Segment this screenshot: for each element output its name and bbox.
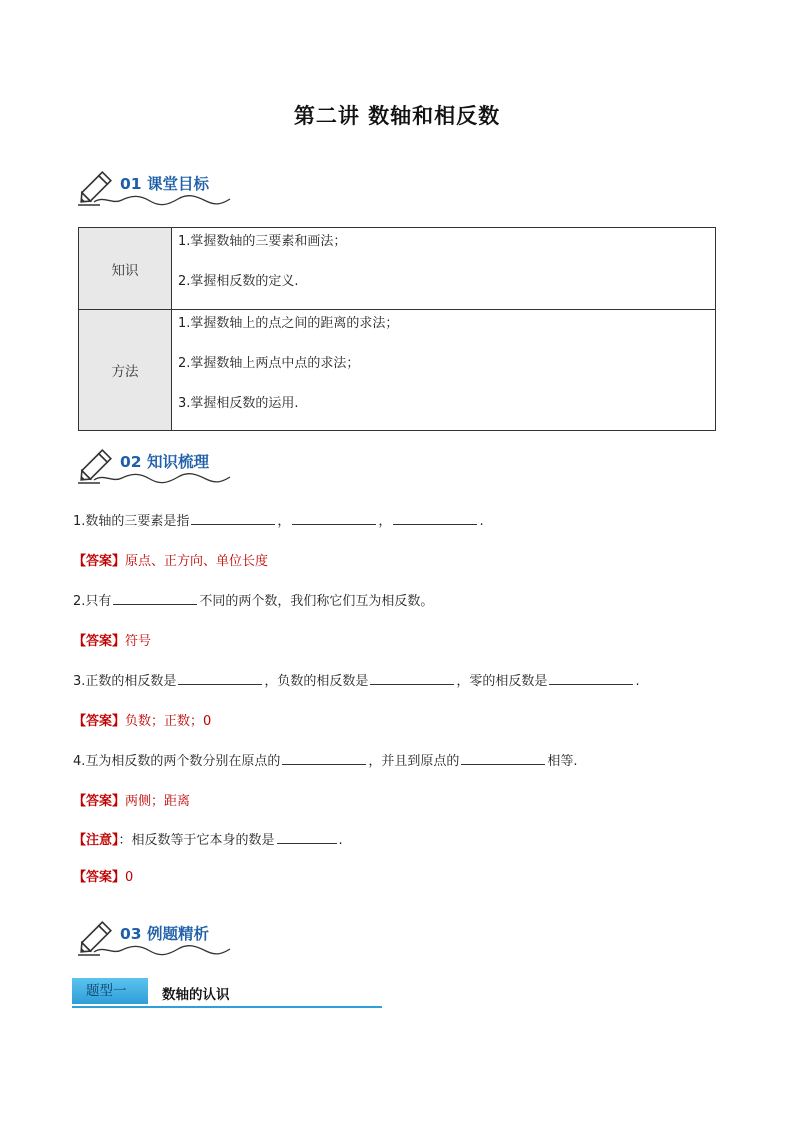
note: 【注意】：相反数等于它本身的数是 . [73,833,343,848]
section-header-goals [74,165,234,215]
wave-decoration [92,193,232,207]
answer-blank [178,672,262,685]
question-type-header [72,976,382,1010]
wave-decoration [92,943,232,957]
table-row [79,310,716,431]
divider [72,1006,382,1008]
question-type-badge: 题型一 [72,978,148,1004]
answer-blank [191,512,275,525]
answer-blank [277,831,337,844]
answer-blank [393,512,477,525]
goal-item: 1.掌握数轴上的点之间的距离的求法； [178,316,399,331]
wave-decoration [92,471,232,485]
question-2: 2.只有 不同的两个数，我们称它们互为相反数。 [73,594,434,609]
section-header-knowledge [74,443,234,493]
goal-item: 2.掌握相反数的定义. [178,274,299,289]
section-title: 01 课堂目标 [120,175,209,193]
answer-3: 【答案】负数；正数；0 [73,714,212,729]
answer-5: 【答案】0 [73,870,134,885]
answer-blank [292,512,376,525]
category-cell: 方法 [79,310,172,431]
table-row [79,228,716,310]
goal-item: 3.掌握相反数的运用. [178,396,299,411]
answer-blank [461,752,545,765]
answer-4: 【答案】两侧；距离 [73,794,191,809]
section-title: 03 例题精析 [120,925,209,943]
answer-2: 【答案】符号 [73,634,152,649]
goal-item: 2.掌握数轴上两点中点的求法； [178,356,360,371]
answer-blank [282,752,366,765]
page-title: 第二讲 数轴和相反数 [293,104,501,128]
question-type-name: 数轴的认识 [162,987,230,1003]
answer-blank [370,672,454,685]
goal-item: 1.掌握数轴的三要素和画法； [178,234,347,249]
category-cell: 知识 [79,228,172,310]
answer-blank [113,592,197,605]
section-title: 02 知识梳理 [120,453,209,471]
section-header-examples [74,915,234,965]
answer-1: 【答案】原点、正方向、单位长度 [73,554,269,569]
question-4: 4.互为相反数的两个数分别在原点的 ，并且到原点的 相等. [73,754,578,769]
goals-table [78,227,716,431]
answer-blank [549,672,633,685]
question-1: 1.数轴的三要素是指 ， ， . [73,514,484,529]
question-3: 3.正数的相反数是 ，负数的相反数是 ，零的相反数是 . [73,674,640,689]
